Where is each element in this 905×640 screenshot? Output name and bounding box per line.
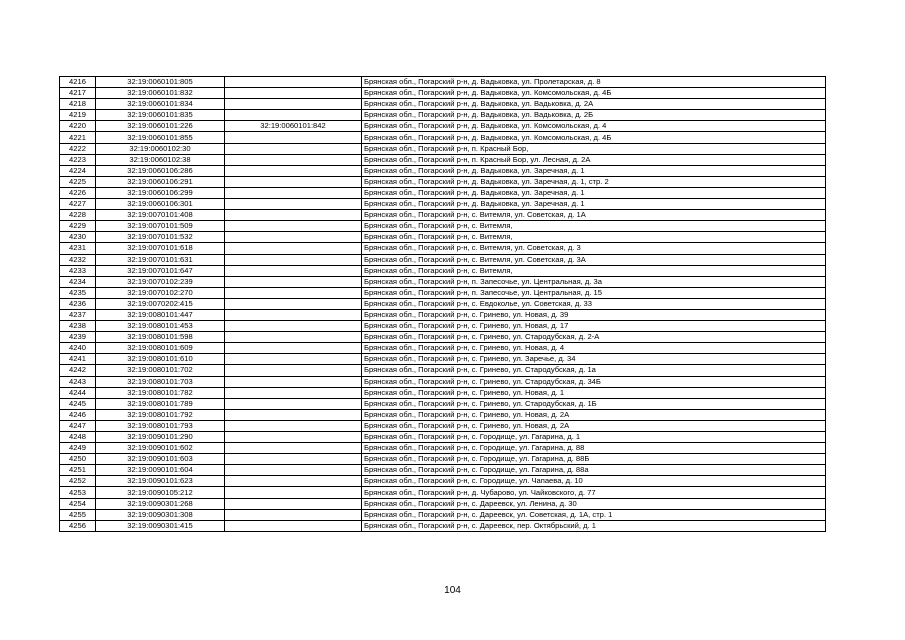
cadastral-number: 32:19:0070101:532: [96, 232, 225, 243]
previous-cadastral-number: [225, 221, 362, 232]
previous-cadastral-number: [225, 443, 362, 454]
address: Брянская обл., Погарский р-н, с. Гринево, ул. Новая, д. 39: [362, 309, 826, 320]
previous-cadastral-number: [225, 365, 362, 376]
address: Брянская обл., Погарский р-н, с. Городище, ул. Гагарина, д. 1: [362, 432, 826, 443]
table-row: [60, 520, 826, 531]
cadastral-number: 32:19:0070101:618: [96, 243, 225, 254]
row-number: 4222: [60, 143, 96, 154]
previous-cadastral-number: [225, 509, 362, 520]
row-number: 4216: [60, 77, 96, 88]
cadastral-number: 32:19:0070101:509: [96, 221, 225, 232]
row-number: 4241: [60, 354, 96, 365]
previous-cadastral-number: [225, 132, 362, 143]
cadastral-number: 32:19:0060101:835: [96, 110, 225, 121]
previous-cadastral-number: [225, 309, 362, 320]
address: Брянская обл., Погарский р-н, д. Вадьковка, ул. Вадьковка, д. 2Б: [362, 110, 826, 121]
table-row: [60, 276, 826, 287]
table-body: [60, 77, 826, 532]
cadastral-number: 32:19:0090301:268: [96, 498, 225, 509]
cadastral-number: 32:19:0080101:703: [96, 376, 225, 387]
cadastral-number: 32:19:0090101:604: [96, 465, 225, 476]
table-row: [60, 221, 826, 232]
table-row: [60, 343, 826, 354]
row-number: 4217: [60, 88, 96, 99]
table-row: [60, 498, 826, 509]
previous-cadastral-number: [225, 265, 362, 276]
row-number: 4224: [60, 165, 96, 176]
table-row: [60, 77, 826, 88]
cadastral-number: 32:19:0070101:631: [96, 254, 225, 265]
previous-cadastral-number: 32:19:0060101:842: [225, 121, 362, 132]
previous-cadastral-number: [225, 476, 362, 487]
cadastral-number: 32:19:0080101:609: [96, 343, 225, 354]
row-number: 4253: [60, 487, 96, 498]
cadastral-number: 32:19:0060101:834: [96, 99, 225, 110]
table-row: [60, 254, 826, 265]
cadastral-number: 32:19:0080101:793: [96, 420, 225, 431]
address: Брянская обл., Погарский р-н, п. Красный Бор, ул. Лесная, д. 2А: [362, 154, 826, 165]
row-number: 4238: [60, 321, 96, 332]
address: Брянская обл., Погарский р-н, п. Запесочье, ул. Центральная, д. 15: [362, 287, 826, 298]
table-row: [60, 509, 826, 520]
cadastral-number: 32:19:0080101:447: [96, 309, 225, 320]
address: Брянская обл., Погарский р-н, д. Вадьковка, ул. Вадьковка, д. 2А: [362, 99, 826, 110]
address: Брянская обл., Погарский р-н, д. Вадьковка, ул. Комсомольская, д. 4Б: [362, 132, 826, 143]
cadastral-number: 32:19:0090301:415: [96, 520, 225, 531]
table-row: [60, 154, 826, 165]
table-row: [60, 232, 826, 243]
previous-cadastral-number: [225, 487, 362, 498]
table-row: [60, 332, 826, 343]
table-row: [60, 143, 826, 154]
cadastral-number: 32:19:0060101:832: [96, 88, 225, 99]
table-row: [60, 265, 826, 276]
previous-cadastral-number: [225, 176, 362, 187]
address: Брянская обл., Погарский р-н, д. Вадьковка, ул. Комсомольская, д. 4: [362, 121, 826, 132]
previous-cadastral-number: [225, 520, 362, 531]
table-row: [60, 165, 826, 176]
cadastral-number: 32:19:0080101:453: [96, 321, 225, 332]
row-number: 4249: [60, 443, 96, 454]
previous-cadastral-number: [225, 409, 362, 420]
cadastral-number: 32:19:0060102:30: [96, 143, 225, 154]
table-row: [60, 354, 826, 365]
cadastral-number: 32:19:0070102:239: [96, 276, 225, 287]
cadastral-number: 32:19:0060101:805: [96, 77, 225, 88]
table-row: [60, 443, 826, 454]
row-number: 4251: [60, 465, 96, 476]
address: Брянская обл., Погарский р-н, д. Вадьковка, ул. Пролетарская, д. 8: [362, 77, 826, 88]
table-row: [60, 121, 826, 132]
table-row: [60, 476, 826, 487]
row-number: 4230: [60, 232, 96, 243]
cadastral-number: 32:19:0080101:789: [96, 398, 225, 409]
cadastral-table: [59, 76, 826, 532]
row-number: 4254: [60, 498, 96, 509]
table-row: [60, 365, 826, 376]
previous-cadastral-number: [225, 343, 362, 354]
previous-cadastral-number: [225, 376, 362, 387]
cadastral-number: 32:19:0060101:855: [96, 132, 225, 143]
table-row: [60, 187, 826, 198]
previous-cadastral-number: [225, 332, 362, 343]
address: Брянская обл., Погарский р-н, д. Чубарово, ул. Чайковского, д. 77: [362, 487, 826, 498]
row-number: 4239: [60, 332, 96, 343]
table-row: [60, 309, 826, 320]
cadastral-number: 32:19:0090101:623: [96, 476, 225, 487]
address: Брянская обл., Погарский р-н, с. Гринево, ул. Стародубская, д. 34Б: [362, 376, 826, 387]
address: Брянская обл., Погарский р-н, с. Евдоколье, ул. Советская, д. 33: [362, 298, 826, 309]
table-row: [60, 454, 826, 465]
previous-cadastral-number: [225, 321, 362, 332]
address: Брянская обл., Погарский р-н, с. Гринево, ул. Стародубская, д. 1а: [362, 365, 826, 376]
row-number: 4232: [60, 254, 96, 265]
previous-cadastral-number: [225, 298, 362, 309]
table-row: [60, 376, 826, 387]
cadastral-number: 32:19:0070101:647: [96, 265, 225, 276]
previous-cadastral-number: [225, 498, 362, 509]
previous-cadastral-number: [225, 232, 362, 243]
row-number: 4240: [60, 343, 96, 354]
table-row: [60, 199, 826, 210]
row-number: 4248: [60, 432, 96, 443]
row-number: 4256: [60, 520, 96, 531]
cadastral-number: 32:19:0090101:290: [96, 432, 225, 443]
row-number: 4236: [60, 298, 96, 309]
table-row: [60, 176, 826, 187]
table-row: [60, 387, 826, 398]
previous-cadastral-number: [225, 154, 362, 165]
cadastral-number: 32:19:0060106:291: [96, 176, 225, 187]
address: Брянская обл., Погарский р-н, п. Запесочье, ул. Центральная, д. 3а: [362, 276, 826, 287]
previous-cadastral-number: [225, 387, 362, 398]
row-number: 4220: [60, 121, 96, 132]
row-number: 4247: [60, 420, 96, 431]
cadastral-number: 32:19:0060106:286: [96, 165, 225, 176]
previous-cadastral-number: [225, 454, 362, 465]
address: Брянская обл., Погарский р-н, с. Гринево, ул. Заречье, д. 34: [362, 354, 826, 365]
address: Брянская обл., Погарский р-н, с. Городище, ул. Гагарина, д. 88Б: [362, 454, 826, 465]
table-row: [60, 210, 826, 221]
cadastral-number: 32:19:0070101:408: [96, 210, 225, 221]
previous-cadastral-number: [225, 165, 362, 176]
table-row: [60, 132, 826, 143]
row-number: 4228: [60, 210, 96, 221]
row-number: 4252: [60, 476, 96, 487]
row-number: 4234: [60, 276, 96, 287]
table-row: [60, 432, 826, 443]
previous-cadastral-number: [225, 187, 362, 198]
table-row: [60, 465, 826, 476]
row-number: 4227: [60, 199, 96, 210]
address: Брянская обл., Погарский р-н, п. Красный Бор,: [362, 143, 826, 154]
previous-cadastral-number: [225, 77, 362, 88]
row-number: 4244: [60, 387, 96, 398]
address: Брянская обл., Погарский р-н, с. Городище, ул. Гагарина, д. 88: [362, 443, 826, 454]
cadastral-number: 32:19:0090301:308: [96, 509, 225, 520]
row-number: 4226: [60, 187, 96, 198]
previous-cadastral-number: [225, 354, 362, 365]
cadastral-number: 32:19:0080101:702: [96, 365, 225, 376]
previous-cadastral-number: [225, 287, 362, 298]
table-row: [60, 110, 826, 121]
previous-cadastral-number: [225, 254, 362, 265]
address: Брянская обл., Погарский р-н, с. Гринево, ул. Новая, д. 1: [362, 387, 826, 398]
address: Брянская обл., Погарский р-н, д. Вадьковка, ул. Заречная, д. 1, стр. 2: [362, 176, 826, 187]
row-number: 4246: [60, 409, 96, 420]
row-number: 4237: [60, 309, 96, 320]
address: Брянская обл., Погарский р-н, с. Витемля, ул. Советская, д. 3А: [362, 254, 826, 265]
address: Брянская обл., Погарский р-н, с. Витемля,: [362, 232, 826, 243]
previous-cadastral-number: [225, 99, 362, 110]
address: Брянская обл., Погарский р-н, с. Витемля, ул. Советская, д. 1А: [362, 210, 826, 221]
cadastral-number: 32:19:0090105:212: [96, 487, 225, 498]
previous-cadastral-number: [225, 398, 362, 409]
page-number: 104: [444, 585, 461, 596]
row-number: 4219: [60, 110, 96, 121]
table-row: [60, 398, 826, 409]
address: Брянская обл., Погарский р-н, д. Вадьковка, ул. Заречная, д. 1: [362, 165, 826, 176]
previous-cadastral-number: [225, 276, 362, 287]
address: Брянская обл., Погарский р-н, д. Вадьковка, ул. Заречная, д. 1: [362, 199, 826, 210]
table-row: [60, 287, 826, 298]
row-number: 4250: [60, 454, 96, 465]
cadastral-number: 32:19:0080101:610: [96, 354, 225, 365]
cadastral-number: 32:19:0080101:792: [96, 409, 225, 420]
address: Брянская обл., Погарский р-н, с. Витемля,: [362, 265, 826, 276]
address: Брянская обл., Погарский р-н, с. Гринево, ул. Новая, д. 2А: [362, 420, 826, 431]
table-row: [60, 487, 826, 498]
table-row: [60, 99, 826, 110]
address: Брянская обл., Погарский р-н, с. Дареевск, ул. Советская, д. 1А, стр. 1: [362, 509, 826, 520]
table-row: [60, 420, 826, 431]
previous-cadastral-number: [225, 432, 362, 443]
previous-cadastral-number: [225, 210, 362, 221]
address: Брянская обл., Погарский р-н, с. Гринево, ул. Стародубская, д. 1Б: [362, 398, 826, 409]
address: Брянская обл., Погарский р-н, с. Витемля,: [362, 221, 826, 232]
cadastral-number: 32:19:0060102:38: [96, 154, 225, 165]
address: Брянская обл., Погарский р-н, с. Городище, ул. Чапаева, д. 10: [362, 476, 826, 487]
cadastral-number: 32:19:0060106:299: [96, 187, 225, 198]
previous-cadastral-number: [225, 143, 362, 154]
row-number: 4223: [60, 154, 96, 165]
previous-cadastral-number: [225, 199, 362, 210]
previous-cadastral-number: [225, 243, 362, 254]
row-number: 4243: [60, 376, 96, 387]
cadastral-number: 32:19:0060106:301: [96, 199, 225, 210]
address: Брянская обл., Погарский р-н, с. Гринево, ул. Новая, д. 17: [362, 321, 826, 332]
address: Брянская обл., Погарский р-н, д. Вадьковка, ул. Заречная, д. 1: [362, 187, 826, 198]
table-row: [60, 409, 826, 420]
address: Брянская обл., Погарский р-н, с. Гринево, ул. Новая, д. 2А: [362, 409, 826, 420]
cadastral-number: 32:19:0070102:270: [96, 287, 225, 298]
row-number: 4233: [60, 265, 96, 276]
previous-cadastral-number: [225, 465, 362, 476]
table-row: [60, 321, 826, 332]
address: Брянская обл., Погарский р-н, с. Гринево, ул. Стародубская, д. 2-А: [362, 332, 826, 343]
address: Брянская обл., Погарский р-н, с. Гринево, ул. Новая, д. 4: [362, 343, 826, 354]
row-number: 4242: [60, 365, 96, 376]
table-row: [60, 243, 826, 254]
cadastral-number: 32:19:0090101:602: [96, 443, 225, 454]
address: Брянская обл., Погарский р-н, с. Дареевск, пер. Октябрьский, д. 1: [362, 520, 826, 531]
row-number: 4231: [60, 243, 96, 254]
previous-cadastral-number: [225, 420, 362, 431]
row-number: 4235: [60, 287, 96, 298]
row-number: 4221: [60, 132, 96, 143]
cadastral-number: 32:19:0070202:415: [96, 298, 225, 309]
address: Брянская обл., Погарский р-н, с. Городище, ул. Гагарина, д. 88а: [362, 465, 826, 476]
row-number: 4245: [60, 398, 96, 409]
cadastral-number: 32:19:0060101:226: [96, 121, 225, 132]
address: Брянская обл., Погарский р-н, с. Витемля, ул. Советская, д. 3: [362, 243, 826, 254]
row-number: 4255: [60, 509, 96, 520]
cadastral-number: 32:19:0080101:598: [96, 332, 225, 343]
address: Брянская обл., Погарский р-н, д. Вадьковка, ул. Комсомольская, д. 4Б: [362, 88, 826, 99]
cadastral-number: 32:19:0090101:603: [96, 454, 225, 465]
previous-cadastral-number: [225, 88, 362, 99]
table-row: [60, 298, 826, 309]
row-number: 4229: [60, 221, 96, 232]
cadastral-number: 32:19:0080101:782: [96, 387, 225, 398]
table-row: [60, 88, 826, 99]
previous-cadastral-number: [225, 110, 362, 121]
row-number: 4218: [60, 99, 96, 110]
row-number: 4225: [60, 176, 96, 187]
address: Брянская обл., Погарский р-н, с. Дареевск, ул. Ленина, д. 30: [362, 498, 826, 509]
